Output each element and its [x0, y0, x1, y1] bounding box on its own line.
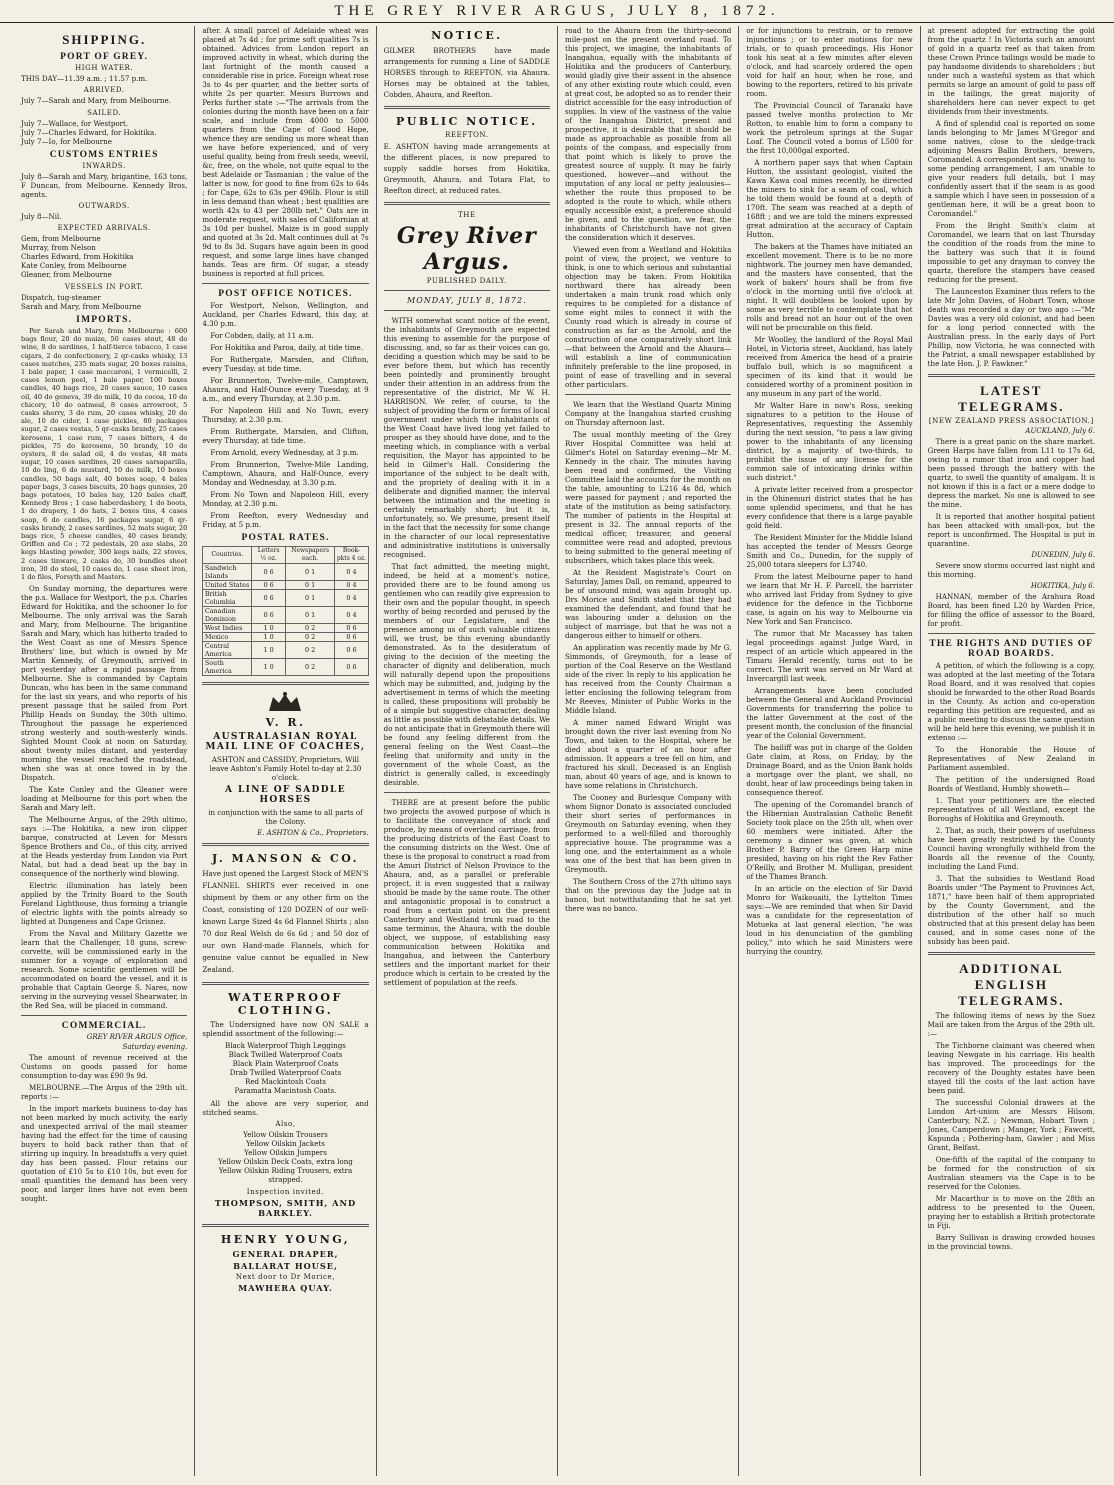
post-line: For Napoleon Hill and No Town, every Thursday, at 2.30 p.m. [202, 406, 369, 424]
table-cell: 0 2 [285, 633, 334, 642]
table-row [203, 624, 368, 633]
telegram-text: It is reported that another hospital patient has been attacked with small-pox, but the report is unconfirmed. The Hospital is put in quarantine. [927, 512, 1095, 548]
list-item: July 7—Sarah and Mary, from Melbourne. [21, 96, 171, 105]
table-cell: 0 6 [252, 564, 285, 581]
table-cell: 0 1 [285, 607, 334, 624]
article-paragraph: At the Resident Magistrate's Court on Saturday, James Dall, on remand, appeared to be of unsound mind, was again brought up. Drs Morice and Smith stated that they had examined the defendant, and found that he was labouring under a delusion on the subject of marriage, but that he was not a dangerous either to himself or others. [564, 568, 732, 640]
table-cell: United States [203, 581, 252, 590]
shipping-heading: SHIPPING. [62, 32, 147, 47]
post-line: For Brunnerton, Twelve-mile, Camptown, Ahaura, and Half-Ounce every Tuesday, at 9 a.m., and every Thursday, at 2.30 p.m. [202, 376, 369, 403]
post-line: From Ruthergate, Marsden, and Clifton, every Thursday, at tide time. [202, 427, 369, 445]
royal-crest-icon [202, 691, 368, 713]
article-paragraph: The Provincial Council of Taranaki have passed twelve months protection to Mr Rotton, to enable him to form a company to work the petroleum springs at the Sugar Loaf. The Council voted a bonus of L500 for the first 10,000gal exported. [746, 101, 913, 155]
additional-text: The following items of news by the Suez Mail are taken from the Argus of the 29th ult. :— [927, 1011, 1095, 1038]
dunedin-dateline: DUNEDIN, July 6. [1031, 551, 1095, 559]
divider [384, 792, 550, 793]
outwards-label: OUTWARDS. [78, 202, 130, 210]
telegram-text: There is a great panic on the share market. Green Harps have fallen from L11 to 17s 6d, owing to a rumor that iron and copper had been passed through the battery with the quartz, to swell the quantity of amalgam. It is not known if this is a fact or a mere dodge to depress the market. No one is allowed to see the mine. [927, 437, 1095, 509]
rights-text: A petition, of which the following is a copy, was adopted at the last meeting of the Totara Road Board, and it was resolved that copies should be forwarded to the other Road Boards in the County. As action and co-operation regarding this petition are requested, and as a public meeting to discuss the same question will be held here this evening, we publish it in extenso :— [927, 661, 1095, 742]
article-paragraph: A find of splendid coal is reported on some lands belonging to Mr James M'Gregor and some natives, close to the sledge-track adjoining Messrs Ballin Brothers, brewers, Coromandel. A correspondent says, "Owing to some pending arrangement, I am unable to give your readers full details, but I may confidently assert that if the seam is as good a sample which I have seen in possession of a gentleman here, it will be a great boon to Coromandel." [927, 119, 1095, 218]
table-row [203, 564, 368, 581]
table-cell: 0 6 [335, 633, 368, 642]
leader-paragraph: THERE are at present before the public two projects the avowed purpose of which is to facilitate the conveyance of stock and produce, by means of overland carriage, from the producing districts of the East Coast to the consuming districts on the West. One of these is the proposal to construct a road from the Amuri District of Nelson Province to the Ahaura, and, as a parallel or preferable project, it is even suggested that a railway should be made by the same route. The other and antagonistic proposal is to construct a road from a certain point on the present Canterbury and Westland trunk road to the same terminus, the Ahaura, with the double object, we suppose, of establishing easy communication between Hokitika and Inangahua, and between the Canterbury settlers and the important market for their produce which is certain to be created by the settlement of population at the reefs. [383, 798, 550, 987]
list-item: Yellow Oilskin Deck Coats, extra long [218, 1157, 353, 1166]
table-cell: 0 4 [335, 564, 368, 581]
article-paragraph: A miner named Edward Wright was brought down the river last evening from No Town, and taken to the Hospital, where he died about a quarter of an hour after admission. It appears a tree fell on him, and fractured his skull. Deceased is an English man, about 40 years of age, and is known to have some relations in Christchurch. [564, 718, 732, 790]
article-paragraph: Viewed even from a Westland and Hokitika point of view, the project, we venture to think, is one to which serious and substantial objection may be taken. From Hokitika northward there has already been undertaken a main trunk road which only requires to be completed for a distance of some eight miles to connect it with the County road which is already in course of construction as far as the Arnold, and the construction of one comparatively short link—that between the Arnold and the Ahaura—will establish a line of communication infinitely preferable to the line proposed, in point of ease of travelling and in several other particulars. [564, 245, 732, 389]
column-6 [921, 26, 1102, 1476]
article-paragraph: Mr Woolley, the landlord of the Royal Mail Hotel, in Victoria street, Auckland, has lately received from America the head of a prairie buffalo bull, which is so magnificent a specimen of its kind that it would be considered worthy of a prominent position in any museum in any part of the world. [746, 335, 913, 398]
telegram-text: HANNAN, member of the Arahura Road Board, has been fined L20 by Warden Price, for filling the office of assessor to the Board, for profit. [927, 592, 1095, 628]
article-paragraph: In an article on the election of Sir David Monro for Waikouaiti, the Lyttelton Times says:—We are reminded that when Sir David was a candidate for the representation of Motueka at last general election, "he was loud in his denunciation of the gambling policy," into which he said Ministers were hurrying the country. [746, 884, 913, 956]
table-cell: 1 0 [252, 624, 285, 633]
melb-market: MELBOURNE.—The Argus of the 29th ult. reports :— [21, 1083, 188, 1102]
article-paragraph: The Cooney and Burlesque Company with whom Signor Donato is associated concluded their short series of performances in Greymouth on Saturday evening, when they performed to a well-filled and thoroughly appreciative house. The programme was a long one, and the entertainment as a whole was one of the best that has been given in Greymouth. [564, 793, 732, 874]
waterproof-list [202, 1041, 368, 1095]
divider [928, 633, 1095, 634]
list-item: July 7—Charles Edward, for Hokitika. [21, 128, 157, 137]
naval-text: From the Naval and Military Gazette we learn that the Challenger, 18 guns, screw-corvette, will be commissioned early in the summer for a voyage of exploration and research. Some scientific gentlemen will be accommodated on board the vessel, and it is probable that Captain George S. Nares, now serving in the surveying vessel Shearwater, in the Red Sea, will be placed in command. [21, 929, 188, 1011]
table-cell: 0 6 [252, 607, 285, 624]
divider [202, 283, 368, 284]
table-cell: 0 2 [285, 642, 334, 659]
article-paragraph: Mr Walter Hare in now's Ross, seeking signatures to a petition to the House of Representatives, requesting the Assembly during the next session, "to pass a law giving power to the inhabitants of any licensing district, by a majority of two-thirds, to prohibit the issue of any license for the common sale of intoxicating drinks within such district." [746, 401, 913, 482]
article-paragraph: at present adopted for extracting the gold from the quartz ! In Victoria such an amount of gold in a quartz reef as that taken from these Crown Prince tailings would be made to pay handsome dividends to shareholders ; but under such a wasteful system as that which permits so large an amount of gold to pass off in the tailings, the great majority of shareholders here can never expect to get dividends from their investments. [927, 26, 1095, 116]
manson-heading: J. MANSON & CO. [212, 852, 359, 865]
rights-item: 3. That the subsidies to Westland Road Boards under "The Payment to Provinces Act, 1871," have been half of them appropriated by the County Government, and the distribution of the other half so much obstructed that at this present delay has been caused, and in some cases none of the subsidy has been paid. [927, 874, 1095, 946]
list-item: Yellow Oilskin Trousers [243, 1130, 328, 1139]
post-line: For Hokitika and Paroa, daily, at tide time. [210, 343, 364, 352]
columns [14, 26, 1102, 1476]
melbourne-text: The Melbourne Argus, of the 29th ultimo, says :—The Hokitika, a new iron clipper barque, constructed at Leven for Messrs Spence Brothers and Co., of this city, arrived at the Heads yesterday from London via Port Natal, but had a dead beat up the bay in consequence of the northerly wind blowing. [21, 815, 188, 879]
table-cell: 1 0 [252, 659, 285, 676]
auckland-dateline: AUCKLAND, July 6. [1025, 427, 1095, 435]
nameplate: Grey River Argus. [396, 223, 537, 275]
post-line: For Ruthergate, Marsden, and Clifton, every Tuesday, at tide time. [202, 355, 369, 373]
article-paragraph: An application was recently made by Mr G. Simmonds, of Greymouth, for a lease of portion of the Coal Reserve on the Westland side of the river. In reply to his application he has received from the County Chairman a letter enclosing the following telegram from Mr Reeves, Minister of Public Works in the Middle Island. [564, 643, 732, 715]
additional-item: The successful Colonial drawers at the London Art-union are Messrs Hilsom, Canterbury, N.Z. ; Newman, Hobart Town ; Jones, Camperdown ; Manger, York ; Fawcett, Kapunda ; Pothering-ham, Gawler ; and Miss Grant, Belfast. [927, 1098, 1095, 1152]
masthead: THE GREY RIVER ARGUS, JULY 8, 1872. [0, 0, 1114, 23]
divider [928, 374, 1095, 377]
article-paragraph: The bakers at the Thames have initiated an excellent movement. There is to be no more nightwork. The journey men have demanded, and the masters have consented, that the work of bakers' hours shall be from five o'clock in the morning until five o'clock at night. It will doubtless be looked upon by some as very terrible to contemplate that hot rolls and bread not an hour out of the oven will not be procurable on this field. [746, 242, 913, 332]
vessels-label: VESSELS IN PORT. [64, 283, 144, 291]
post-heading: POST OFFICE NOTICES. [218, 289, 353, 299]
table-cell: 0 4 [335, 607, 368, 624]
mail-heading: AUSTRALASIAN ROYAL MAIL LINE OF COACHES, [205, 732, 366, 752]
table-cell: 0 6 [335, 642, 368, 659]
postal-rates-table [202, 546, 368, 676]
article-paragraph: From the latest Melbourne paper to hand we learn that Mr H. F. Parcell, the barrister who arrived last Friday from Sydney to give evidence for the defence in the Tichborne case, is again on his way to Melbourne via New York and San Francisco. [746, 572, 913, 626]
article-paragraph: A private letter received from a prospector in the Ohinemuri district states that he has some splendid specimens, and that he has every confidence that there is a large payable gold field. [746, 485, 913, 530]
inwards-label: INWARDS. [82, 162, 126, 170]
list-item: Gleaner, from Melbourne [21, 270, 112, 279]
article-paragraph: From the Bright Smith's claim at Coromandel, we learn that on last Thursday the condition of the roads from the mine to the battery was such that it is found impossible to get any drayman to convey the quartz, therefore the stampers have ceased reducing for the present. [927, 221, 1095, 284]
divider [21, 1015, 187, 1016]
article-paragraph: The opening of the Coromandel branch of the Hibernian Australasian Catholic Benefit Society took place on the 25th ult, when over 60 members were initiated. After the ceremony a dinner was given, at which Brother P. Barry of the Green Harp mine presided, having on his right the Rev Father O'Reilly, and Brother M. Mulligan, president of the Thames Branch. [746, 800, 913, 881]
list-item: Drab Twilled Waterproof Coats [229, 1068, 342, 1077]
column-header: Newspapers each. [285, 547, 334, 564]
notice-heading: NOTICE. [431, 29, 503, 42]
column-header: Letters ½ oz. [252, 547, 285, 564]
list-item: Gem, from Melbourne [21, 234, 101, 243]
latest-telegrams-heading: LATEST TELEGRAMS. [958, 383, 1065, 414]
list-item: Murray, from Nelson [21, 243, 96, 252]
column-3 [377, 26, 558, 1476]
column-1 [14, 26, 195, 1476]
rights-item: 1. That your petitioners are the elected representatives of all Westland, except the Boroughs of Hokitika and Greymouth. [927, 796, 1095, 823]
wool-text: after. A small parcel of Adelaide wheat was placed at 7s 4d ; for prime soft qualities 7s is obtained. Advices from London report an improved activity in wheat, which during the last fortnight of the month caused a considerable rise in price. Foreign wheat rose 3s to 4s per quarter, and the better sorts of white 2s per quarter. Messrs Burrows and Perks further state :—"The arrivals from the colonies during the month have been on a fair scale, and include from 4000 to 5000 quarters from the Cape of Good Hope, whence they are sending us more wheat than we have before experienced, and of very useful quality, being from fresh seeds, weevil, &c, free, on the whole, not quite equal to the best Adelaide or Tasmanian ; the value of the latter is now, for good to fine from 62s to 64s ; for Cape, 62s to 63s per 496lb. Flour is still in less demand than wheat ; best qualities are worth 42s to 43 per 280lb net." Oats are in moderate request, with sales of Californian at 3s 10d per bushel. Maize is in good supply and quoted at 3s 2d. Malt continues dull at 7s 9d to 8s 3d. Sugars have again been in good request, and some large lines have changed hands. Teas are firm. Of sugar, a steady business is reported at full prices. [202, 26, 369, 278]
table-row [203, 633, 368, 642]
outwards-text: July 8—Nil. [21, 212, 62, 221]
also-label: Also, [275, 1120, 296, 1128]
commercial-heading: COMMERCIAL. [61, 1021, 147, 1032]
high-water-value: THIS DAY—11.39 a.m. ; 11.57 p.m. [21, 74, 148, 83]
waterproof-note: All the above are very superior, and stitched seams. [202, 1099, 369, 1117]
saddle-heading: A LINE OF SADDLE HORSES [225, 785, 346, 805]
list-item: Yellow Oilskin Jackets [246, 1139, 325, 1148]
table-row [203, 581, 368, 590]
young-heading: HENRY YOUNG, [220, 1233, 351, 1246]
additional-item: One-fifth of the capital of the company to be formed for the construction of six Australian steamers via the Cape is to be reserved for the Colonies. [927, 1155, 1095, 1191]
post-line: From Reefton, every Wednesday and Friday, at 5 p.m. [202, 511, 369, 529]
table-cell: 0 6 [335, 624, 368, 633]
rights-heading: THE RIGHTS AND DUTIES OF ROAD BOARDS. [929, 639, 1094, 659]
table-cell: South America [203, 659, 252, 676]
article-paragraph: The Launceston Examiner thus refers to the late Mr John Davies, of Hobart Town, whose death was recorded a day or two ago :—"Mr Davies was a very old colonist, and had been for a long period connected with the Australian press. In the early days of Port Phillip, now Victoria, he was connected with the Patriot, a small newspaper established by the late Hon. J. P. Fawkner." [927, 287, 1095, 368]
column-4 [558, 26, 739, 1476]
young-next: Next door to Dr Morice, [235, 1273, 336, 1281]
waterproof-heading: WATERPROOF CLOTHING. [228, 991, 343, 1017]
expected-list [21, 234, 187, 279]
imports-heading: IMPORTS. [76, 315, 133, 325]
list-item: Black Waterproof Thigh Leggings [225, 1041, 346, 1050]
port-heading: PORT OF GREY. [60, 52, 149, 62]
article-paragraph: The usual monthly meeting of the Grey River Hospital Committee was held at Gilmer's Hotel on Saturday evening—Mr M. Kennedy in the chair. The minutes having been read and confirmed, the Visiting Committee laid the accounts for the month on the table, amounting to L216 4s 8d, which were passed for payment ; and reported the state of the institution as being satisfactory. The number of patients in the Hospital at present is 32. The annual reports of the medical officer, treasurer, and general committee were read and adopted, previous to being submitted to the general meeting of subscribers, which takes place this week. [564, 430, 732, 565]
post-line: From No Town and Napoleon Hill, every Monday, at 2.30 p.m. [202, 490, 369, 508]
commercial-day: Saturday evening. [122, 1043, 188, 1052]
additional-item: Barry Sullivan is drawing crowded houses in the provincial towns. [927, 1233, 1095, 1251]
table-cell: 0 4 [335, 581, 368, 590]
table-cell: 0 6 [335, 659, 368, 676]
vr-heading: V. R. [265, 716, 306, 729]
article-paragraph: We learn that the Westland Quartz Mining Company at the Inangahua started crushing on Thursday afternoon last. [564, 400, 732, 427]
table-cell: 0 4 [335, 590, 368, 607]
table-cell: Canadian Dominion [203, 607, 252, 624]
kate-text: The Kate Conley and the Gleaner were loading at Melbourne for this port when the Sarah and Mary left. [21, 785, 188, 813]
young-house: BALLARAT HOUSE, [233, 1261, 338, 1271]
table-cell: 0 2 [285, 659, 334, 676]
inwards-text: July 8—Sarah and Mary, brigantine, 163 tons, F Duncan, from Melbourne. Kennedy Bros, agents. [21, 172, 188, 199]
table-cell: British Columbia [203, 590, 252, 607]
additional-item: The Tichborne claimant was cheered when leaving Newgate in his carriage. His health has improved. The proceedings for the recovery of the Doughty estates have been stayed till the costs of the last action have been paid. [927, 1041, 1095, 1095]
manson-text: Have just opened the Largest Stock of MEN'S FLANNEL SHIRTS ever received in one shipment by them or any other firm on the Coast, consisting of 120 DOZEN of our well-known Large Sized 4s 6d Flannel Shirts ; also 70 doz Real Welsh do 6s 6d ; and 50 doz of our own Hand-made Flannels, which for genuine value cannot be equalled in New Zealand. [202, 869, 369, 974]
post-line: From Arnold, every Wednesday, at 3 p.m. [210, 448, 359, 457]
arrived-label: ARRIVED. [83, 86, 125, 94]
table-cell: 0 1 [285, 581, 334, 590]
list-item: Black Twilled Waterproof Coats [228, 1050, 343, 1059]
post-line: For Cobden, daily, at 11 a.m. [210, 331, 314, 340]
nameplate-the: THE [457, 211, 476, 219]
article-paragraph: The bailiff was put in charge of the Golden Gate claim, at Ross, on Friday, by the Drainage Board, and as the Union Bank holds a mortgage over the plant, we shall, no doubt, hear of law proceedings being taken in consequence thereof. [746, 743, 913, 797]
young-sub: GENERAL DRAPER, [232, 1249, 339, 1259]
table-cell: 0 2 [285, 624, 334, 633]
divider [928, 952, 1095, 955]
public-text: E. ASHTON having made arrangements at the different places, is now prepared to supply saddle horses from Hokitika, Greymouth, Ahaura, and Totara Flat, to Reefton direct, at reduced rates. [383, 142, 550, 195]
list-item: Charles Edward, from Hokitika [21, 252, 134, 261]
list-item: Yellow Oilskin Riding Trousers, extra strapped. [218, 1166, 353, 1184]
sailed-list [21, 119, 187, 146]
telegram-text: Severe snow storms occurred last night and this morning. [927, 561, 1095, 579]
list-item: Sarah and Mary, from Melbourne [21, 302, 142, 311]
list-item: Red Mackintosh Coats [245, 1077, 326, 1086]
article-paragraph: The rumor that Mr Macassey has taken legal proceedings against Judge Ward, in respect of an article which appeared in the Timaru Herald recently, turns out to be correct. The writ was served on Mr Ward at Invercargill last week. [746, 629, 913, 683]
sunday-text: On Sunday morning, the departures were the p.s. Wallace for Westport, the p.s. Charles Edward for Hokitika, and the schooner Io for Melbourne. The only arrival was the Sarah and Mary, from Melbourne. The brigantine Sarah and Mary, which has hitherto traded to the West Coast as one of Messrs Spence Brothers' line, but which is owned by Mr Martin Kennedy, of Greymouth, arrived in port yesterday after a rapid passage from Melbourne. She is commanded by Captain Duncan, who has been in the same command for the last six years, and who reports of his present passage that he sailed from Port Phillip Heads on Sunday, the 30th ultimo. Throughout the passage he experienced strong westerly and south-westerly winds. Sighted Mount Cook at noon on Saturday, about twenty miles distant, and yesterday morning the vessel reached the roadstead, when she was at once towed in by the Dispatch. [21, 584, 188, 783]
saddle-signature: E. ASHTON & Co., Proprietors. [257, 829, 369, 837]
divider [384, 202, 550, 205]
table-row [203, 659, 368, 676]
table-cell: Sandwich Islands [203, 564, 252, 581]
saddle-text: in conjunction with the same to all parts of the Colony. [208, 808, 363, 826]
rights-item: 2. That, as such, their powers of usefulness have been greatly restricted by the County Council having wrongfully withheld from the Boards all the revenue of the County, including the Land Fund. [927, 826, 1095, 871]
article-paragraph: The Southern Cross of the 27th ultimo says that on the previous day the Judge sat in banco, but notwithstanding that he sat yet there was no banco. [564, 877, 732, 913]
table-cell: 0 1 [285, 564, 334, 581]
oilskin-list [202, 1130, 368, 1184]
expected-label: EXPECTED ARRIVALS. [57, 224, 151, 232]
divider [565, 394, 731, 395]
column-header: Countries. [203, 547, 252, 564]
table-cell: West Indies [203, 624, 252, 633]
public-notice-heading: PUBLIC NOTICE. [396, 115, 538, 128]
commercial-place: GREY RIVER ARGUS Office, [86, 1033, 188, 1042]
thompson-signature: THOMPSON, SMITH, AND BARKLEY. [214, 1198, 357, 1218]
table-cell: Mexico [203, 633, 252, 642]
press-association: [NEW ZEALAND PRESS ASSOCIATION.] [928, 417, 1094, 425]
divider [384, 106, 550, 109]
additional-telegrams-heading: ADDITIONAL ENGLISH TELEGRAMS. [958, 961, 1065, 1008]
article-paragraph: Arrangements have been concluded between the General and Auckland Provincial Governments for transferring the police to the latter Government at the cost of the present month, the conclusion of the financial year of the Colonial Government. [746, 686, 913, 740]
arrived-list [21, 96, 187, 105]
post-line: For Westport, Nelson, Wellington, and Auckland, per Charles Edward, this day, at 4.30 p.m. [202, 301, 369, 328]
divider [202, 843, 368, 846]
list-item: July 7—Io, for Melbourne [21, 137, 112, 146]
divider [384, 290, 550, 291]
leader-paragraph: WITH somewhat scant notice of the event, the inhabitants of Greymouth are expected this evening to assemble for the purpose of discussing, and, so far as their voices can go, deciding a question which may be said to be ever before them, but which has recently been pointedly and prominently brought under their attention in an address from the representative of the district, Mr W. H. HARRISON. We refer, of course, to the subject of providing the form or forms of local government under which the inhabitants of the West Coast have lived long yet failed to prosper as they should have done, and to the meeting which, in compliance with a verbal requisition, the Mayor has appointed to be held in Gilmer's Hall. Considering the importance of the subject to be dealt with, and the propriety of dealing with it in a deliberate and dignified manner, the interval between the intimation and the meeting is certainly remarkably short; but it is, unfortunately, so. We presume, present itself in the fact that the necessity for some change in the character of our local representative and administrative institutions is universally recognised. [383, 316, 550, 559]
high-water-label: HIGH WATER. [75, 64, 134, 72]
hokitika-dateline: HOKITIKA, July 6. [1030, 582, 1095, 590]
table-cell: 1 0 [252, 642, 285, 659]
table-cell: 0 1 [285, 590, 334, 607]
list-item: July 7—Wallace, for Westport. [21, 119, 129, 128]
table-row [203, 590, 368, 607]
rates-heading: POSTAL RATES. [241, 533, 330, 543]
divider [202, 1224, 368, 1227]
electric-text: Electric illumination has lately been applied by the Trinity Board to the South Foreland Lighthouse, thus forming a triangle of electric lights with the points already so lighted at Dungeness and Cape Grisnez. [21, 881, 188, 927]
dateline: MONDAY, JULY 8, 1872. [407, 296, 527, 305]
article-paragraph: road to the Ahaura from the thirty-second mile-post on the present overland road. To this project, we imagine, the inhabitants of Inangahua, equally with the inhabitants of Hokitika and the producers of Canterbury, would gladly give their assent in the absence of any other existing route which could, even at great cost, be adopted so as to render their district accessible for the easy introduction of supplies. In view of the vastness of the value of the Inangahua District, present and prospective, it is desirable that it should be made as approachable as possible from all points of the compass, and especially from that point which is likely to prove the greatest source of supply. It may be fairly questioned, however—and without the imputation of any local or petty jealousies—whether the route thus proposed to be adopted is the route to which, while others equally accessible exist, a preference should be given, and to the question, we fear, the inhabitants of Christchurch have not given the consideration which it deserves. [564, 26, 732, 242]
table-cell: 0 6 [252, 590, 285, 607]
customs-heading: CUSTOMS ENTRIES [49, 150, 159, 160]
notice-text: GILMER BROTHERS have made arrangements for running a Line of SADDLE HORSES through to REEFTON, via Ahaura. Horses may be obtained at the tables, Cobden, Ahaura, and Reefton. [383, 46, 550, 99]
mail-text: ASHTON and CASSIDY, Proprietors, Will leave Ashton's Family Hotel to-day at 2.30 o'clock. [209, 755, 362, 782]
column-header: Book-pkts 4 oz. [335, 547, 368, 564]
list-item: Black Plain Waterproof Coats [232, 1059, 339, 1068]
table-header-row [203, 547, 368, 564]
imports-text: Per Sarah and Mary, from Melbourne : 600 bags flour, 20 do maize, 50 cases stout, 48 do wine, 8 do sardines, 1 half-tierce tobacco, 1 case cigars, 2 do confectionery, 2 qr-casks whisky, 13 cases matches, 235 mats sugar, 20 boxes raisins, 1 bale paper, 1 case maccaroni, 1 vermicelli, 2 cases lemon peel, 1 bale paper, 100 boxes candles, 40 bags rice, 20 cases sauce, 10 cases oil, 40 do geneva, 39 do milk, 10 do cocoa, 10 do chicory, 10 do oatmeal, 8 cases arrowroot, 5 casks sherry, 3 do rum, 20 cases whisky, 20 do ale, 10 do cider, 1 case pickles, 80 packages sugar, 2 cases vestas, 5 qr-casks brandy, 25 cases kerosene, 1 case rum, 7 cases bitters, 4 do pickles, 75 do kerosene, 50 brandy, 10 do oysters, 8 do salad oil, 4 do vestas, 48 mats sugar, 10 cases sardines, 20 cases sarsaparilla, 10 do ling, 6 do mustard, 10 do milk, 10 boxes candles, 50 bags salt, 40 boxes soap, 4 bales paper bags, 3 cases biscuits, 20 bags gunnies, 20 bags potatoes, 10 bales hay, 120 bales chaff, Kennedy Bros ; 1 case haberdashery, 1 do boots, 1 do drapery, 1 do hats, 2 boxes tins, 4 cases soap, 6 do candles, 16 packages sugar, 6 qr-casks brandy, 2 cases sardines, 52 mats sugar, 20 bags rice, 5 cheese candles, 40 cases brandy, Griffen and Co ; 72 pedestals, 20 axe slabs, 20 kegs blasting powder, 300 kegs nails, 22 stoves, 2 cases tinware, 2 casks do, 30 bundles sheet iron, 30 do steel, 10 cases do, 1 case sheet iron, 1 do files, Forsyth and Masters. [21, 327, 188, 582]
list-item: Dispatch, tug-steamer [21, 293, 101, 302]
post-line: From Brunnerton, Twelve-Mile Landing, Camptown, Ahaura, and Half-Ounce, every Monday and Wednesday, at 3.30 p.m. [202, 460, 369, 487]
column-5 [739, 26, 920, 1476]
leader-paragraph: That fact admitted, the meeting might, indeed, be held at a moment's notice, provided there are to be found among us gentlemen who can readily give expression to their own and the popular thought, in speech worthy of being recorded and perused by the members of our Legislature, and the presence among us of such valuable citizens will, we trust, be this evening abundantly demonstrated. As to the desideratum of giving to the decision of the meeting the character of dignity and deliberation, much will naturally depend upon the propositions which may be submitted, and, judging by the advertisement in terms of which the meeting is called, these propositions will probably be of a simple but suggestive character, dealing as little as possible with debatable details. We do not anticipate that in Greymouth there will be found any feeling different from the general feeling on the West Coast—the feeling that uniformity and unity in the government of the whole Coast, as the district is generally called, is exceedingly desirable. [383, 562, 550, 787]
sailed-label: SAILED. [87, 109, 122, 117]
list-item: Kate Conley, from Melbourne [21, 261, 127, 270]
table-cell: 1 0 [252, 633, 285, 642]
rights-to: To the Honorable the House of Representatives of New Zealand in Parliament assembled. [927, 745, 1095, 772]
divider [202, 682, 368, 685]
table-row [203, 607, 368, 624]
rights-petition: The petition of the undersigned Road Boards of Westland, Humbly showeth— [927, 775, 1095, 793]
additional-item: Mr Macarthur is to move on the 28th an address to be presented to the Queen, praying her to establish a British protectorate in Fiji. [927, 1194, 1095, 1230]
published-label: PUBLISHED DAILY. [426, 277, 507, 285]
young-quay: MAWHERA QUAY. [238, 1283, 333, 1293]
list-item: Yellow Oilskin Jumpers [244, 1148, 327, 1157]
commercial-text: The amount of revenue received at the Customs on goods passed for home consumption to-day was £90 9s 9d. [21, 1053, 188, 1081]
article-paragraph: The Resident Minister for the Middle Island has accepted the tender of Messrs George Smith and Co., Dunedin, for the supply of 25,000 totara sleepers for L3740. [746, 533, 913, 569]
article-paragraph: or for injunctions to restrain, or to remove injunctions ; or to enter motions for new trials, or to quash proceedings. His Honor took his seat at a few minutes after eleven o'clock, and had scarcely ordered the open void for half an hour, when he rose, and bowing to the reporters, retired to his private room. [746, 26, 913, 98]
table-row [203, 642, 368, 659]
column-2 [195, 26, 376, 1476]
public-place: REEFTON. [445, 131, 489, 139]
inspection-label: Inspection invited. [246, 1188, 325, 1196]
melb-market-text: In the import markets business to-day has not been marked by much activity, the early and unexpected arrival of the mail steamer having had the effect for the time of causing buyers to hold back rather than that of stirring up inquiry. In breadstuffs a very quiet day has been passed. Flour retains our quotation of £10 5s to £10 10s, but even for small quantities the demand has been very poor, and larger lines have not even been sought. [21, 1104, 188, 1204]
list-item: Paramatta Macintosh Coats. [234, 1086, 337, 1095]
table-cell: 0 6 [252, 581, 285, 590]
vessels-list [21, 293, 187, 311]
table-cell: Central America [203, 642, 252, 659]
article-paragraph: A northern paper says that when Captain Hutton, the assistant geologist, visited the Kawa Kawa coal mines recently, he directed the miners to sink for a seam of coal, which he told them would be found at a depth of 170ft. The seam was reached at a depth of 168ft ; and we are told the miners expressed great admiration at the accuracy of Captain Hutton. [746, 158, 913, 239]
divider [202, 982, 368, 985]
divider [384, 310, 550, 311]
waterproof-text: The Undersigned have now ON SALE a splendid assortment of the following:— [202, 1020, 369, 1038]
